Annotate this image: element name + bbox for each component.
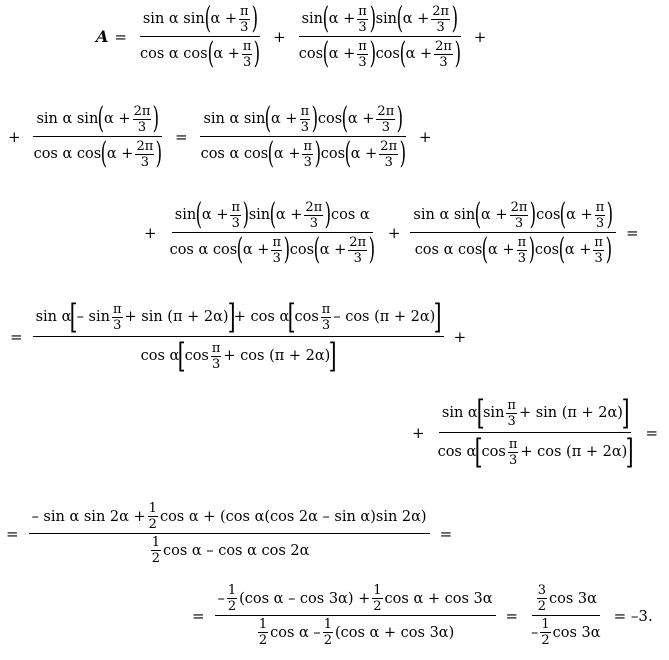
text: α + bbox=[564, 242, 592, 258]
text: cos bbox=[317, 111, 343, 127]
fraction-term-1: sin α sin ( α + $\frac{\pi}{3}$ ) cos α cos ( α + $\frac{\pi}{3}$ ) bbox=[140, 1, 261, 71]
text: cos 3α bbox=[549, 590, 597, 607]
text: sin α sin bbox=[413, 207, 476, 223]
text: π bbox=[300, 103, 310, 119]
text: π bbox=[272, 234, 281, 250]
fraction-term-11 bbox=[528, 584, 603, 647]
text: + cos (π + 2α) bbox=[520, 444, 628, 460]
text: 2π bbox=[432, 3, 450, 19]
text: 3 bbox=[140, 154, 149, 170]
plus-sign: + bbox=[453, 327, 467, 346]
equation-line-2 bbox=[2, 101, 437, 171]
text: cos bbox=[298, 46, 324, 62]
text: 1 bbox=[227, 583, 237, 598]
text: α + bbox=[104, 111, 131, 127]
text: 3 bbox=[508, 452, 518, 468]
fraction-term-3: sin α sin ( α + $\frac{2\pi}{3}$ ) cos α cos ( α + $\frac{2\pi}{3}$ ) bbox=[33, 101, 163, 171]
text: – sin bbox=[76, 309, 110, 325]
text: 3 bbox=[358, 54, 367, 70]
text: – bbox=[531, 624, 539, 641]
equals-sign: = bbox=[175, 127, 188, 146]
text: π bbox=[240, 3, 249, 19]
fraction-term-10 bbox=[215, 584, 496, 647]
text: 1 bbox=[373, 583, 382, 598]
equation-line-4 bbox=[4, 297, 472, 376]
text: cos α cos bbox=[140, 46, 208, 62]
text: π bbox=[358, 3, 367, 19]
text: 2π bbox=[380, 138, 398, 154]
text: cos bbox=[184, 348, 209, 364]
text: + sin (π + 2α) bbox=[124, 309, 229, 325]
text: cos α – cos α cos 2α bbox=[163, 542, 310, 559]
fraction-term-4: sin α sin ( α + $\frac{\pi}{3}$ ) cos ( α + $\frac{2\pi}{3}$ ) cos α cos ( α + $\frac{\pi}{3}$ ) cos ( α + $\frac{2\pi}{3}$ ) bbox=[200, 101, 407, 171]
text: α + bbox=[566, 207, 593, 223]
text: 2π bbox=[133, 103, 151, 119]
text: 3 bbox=[517, 250, 526, 266]
text: α + bbox=[405, 46, 433, 62]
text: π bbox=[112, 301, 122, 317]
text: α + bbox=[350, 146, 378, 162]
fraction-term-7: sin α [ – sin π 3 + sin (π + 2α) ] + cos α [ cos π 3 – cos (π + 2α) ] cos α [ cos π 3 + cos (π + 2α) ] bbox=[33, 300, 444, 373]
text: cos α cos bbox=[200, 146, 269, 162]
text: 1 bbox=[151, 535, 161, 550]
equals-sign: = bbox=[625, 223, 639, 242]
text: α + bbox=[347, 111, 375, 127]
plus-sign: + bbox=[273, 27, 286, 46]
equation-line-7 bbox=[186, 584, 659, 647]
text: 2π bbox=[305, 199, 323, 215]
plus-sign: + bbox=[8, 127, 21, 146]
equation-line-5 bbox=[406, 393, 664, 472]
text: cos bbox=[375, 46, 400, 62]
fraction-term-5: sin ( α + $\frac{\pi}{3}$ ) sin ( α + $\frac{2\pi}{3}$ ) cos α cos α cos ( α + $\frac{\pi}{3}$ ) cos ( α + $\frac{2\pi}{3}$ ) bbox=[169, 197, 376, 267]
text: sin bbox=[482, 405, 505, 421]
text: + sin (π + 2α) bbox=[518, 405, 623, 421]
text: 2 bbox=[148, 517, 157, 532]
plus-sign: + bbox=[144, 223, 157, 242]
text: π bbox=[594, 234, 603, 250]
text: α + bbox=[481, 207, 508, 223]
text: 3 bbox=[384, 154, 393, 170]
text: sin α sin bbox=[203, 111, 266, 127]
text: 3 bbox=[240, 19, 249, 35]
text: π bbox=[508, 436, 518, 452]
text: cos bbox=[536, 207, 561, 223]
text: sin bbox=[174, 207, 197, 223]
text: 3 bbox=[321, 317, 331, 333]
text: 3 bbox=[436, 19, 445, 35]
text: cos α – bbox=[270, 624, 321, 641]
text: cos α + (cos α(cos 2α – sin α)sin 2α) bbox=[159, 508, 427, 525]
plus-sign: + bbox=[418, 127, 432, 146]
text: (cos α + cos 3α) bbox=[334, 624, 455, 641]
text: sin bbox=[375, 11, 397, 27]
text: 2π bbox=[377, 103, 395, 119]
text: cos bbox=[534, 242, 560, 258]
text: α + bbox=[106, 146, 134, 162]
text: π bbox=[211, 340, 221, 356]
text: sin α sin bbox=[142, 11, 205, 27]
text: 3 bbox=[439, 54, 448, 70]
text: 3 bbox=[212, 356, 221, 372]
text: cos α bbox=[140, 348, 180, 364]
text: α + bbox=[242, 242, 270, 258]
equals-sign: = bbox=[645, 423, 659, 442]
equals-sign: = bbox=[6, 524, 19, 543]
text: α + bbox=[488, 242, 515, 258]
text: 2π bbox=[136, 138, 154, 154]
text: π bbox=[321, 301, 331, 317]
text: cos α bbox=[330, 207, 370, 223]
text: 3 bbox=[243, 54, 252, 70]
text: cos bbox=[289, 242, 315, 258]
text: 2 bbox=[151, 551, 161, 566]
text: 1 bbox=[323, 617, 332, 632]
text: 3 bbox=[113, 317, 122, 333]
text: 3 bbox=[595, 215, 605, 231]
text: α + bbox=[328, 46, 356, 62]
text: α + bbox=[213, 46, 240, 62]
text: sin bbox=[301, 11, 324, 27]
text: π bbox=[507, 397, 516, 413]
text: 1 bbox=[148, 501, 157, 516]
plus-sign: + bbox=[412, 423, 425, 442]
text: 3 bbox=[514, 215, 524, 231]
text: – cos (π + 2α) bbox=[333, 309, 436, 325]
equals-sign: = bbox=[505, 606, 519, 625]
equation-line-6 bbox=[0, 502, 458, 565]
text: sin α bbox=[441, 405, 478, 421]
fraction-term-6: sin α sin ( α + $\frac{2\pi}{3}$ ) cos ( α + $\frac{\pi}{3}$ ) cos α cos ( α + $\frac{\pi}{3}$ ) cos ( α + $\frac{\pi}{3}$ ) bbox=[410, 200, 616, 265]
text: α + bbox=[201, 207, 229, 223]
text: – bbox=[217, 590, 225, 607]
text: cos 3α bbox=[552, 624, 601, 641]
text: 2 bbox=[227, 599, 237, 614]
text: α + bbox=[402, 11, 430, 27]
text: 3 bbox=[303, 154, 312, 170]
text: cos bbox=[481, 444, 506, 460]
text: 3 bbox=[358, 19, 367, 35]
text: π bbox=[517, 234, 527, 250]
equals-sign: = bbox=[439, 524, 453, 543]
text: sin α sin bbox=[36, 111, 99, 127]
text: 2 bbox=[258, 633, 268, 648]
text: 3 bbox=[507, 413, 516, 429]
text: cos α bbox=[437, 444, 477, 460]
text: α + bbox=[273, 146, 301, 162]
text: + cos (π + 2α) bbox=[223, 348, 331, 364]
text: π bbox=[358, 38, 367, 54]
text: 3 bbox=[231, 215, 240, 231]
text: (cos α – cos 3α) + bbox=[239, 590, 371, 607]
plus-sign: + bbox=[473, 27, 487, 46]
text: α + bbox=[328, 11, 356, 27]
text: α + bbox=[271, 111, 298, 127]
text: π bbox=[595, 199, 605, 215]
text: cos bbox=[294, 309, 319, 325]
equals-sign: = bbox=[10, 327, 23, 346]
text: cos α cos bbox=[33, 146, 102, 162]
text: cos α cos bbox=[169, 242, 238, 258]
text: π bbox=[231, 199, 240, 215]
text: π bbox=[242, 38, 252, 54]
text: 3 bbox=[309, 215, 318, 231]
text: 2 bbox=[537, 599, 547, 614]
fraction-term-2: sin ( α + $\frac{\pi}{3}$ ) sin ( α + $\frac{2\pi}{3}$ ) cos ( α + $\frac{\pi}{3}$ ) cos ( α + $\frac{2\pi}{3}$ ) bbox=[298, 1, 462, 71]
text: cos α + cos 3α bbox=[384, 590, 493, 607]
text: – sin α sin 2α + bbox=[31, 508, 146, 525]
text: 1 bbox=[258, 617, 268, 632]
text: α + bbox=[275, 207, 303, 223]
equals-sign: = bbox=[192, 606, 205, 625]
text: 2 bbox=[541, 633, 550, 648]
plus-sign: + bbox=[387, 223, 401, 242]
equals-sign: = bbox=[114, 27, 127, 46]
fraction-term-8: sin α [ sin π 3 + sin (π + 2α) ] cos α [ cos π 3 + cos (π + 2α) ] bbox=[437, 393, 634, 472]
text: 2π bbox=[510, 199, 528, 215]
text: 3 bbox=[300, 119, 309, 135]
equation-line-1 bbox=[96, 1, 492, 71]
text: 2π bbox=[435, 38, 452, 54]
text: 2 bbox=[323, 633, 332, 648]
text: 3 bbox=[537, 583, 547, 598]
text: α + bbox=[210, 11, 237, 27]
text: π bbox=[303, 138, 312, 154]
variable-A: A bbox=[96, 27, 109, 46]
text: cos bbox=[320, 146, 346, 162]
text: 2 bbox=[373, 599, 382, 614]
text: sin bbox=[248, 207, 271, 223]
fraction-term-9 bbox=[29, 502, 430, 565]
text: + cos α bbox=[233, 309, 290, 325]
text: 3 bbox=[353, 250, 362, 266]
text: sin α bbox=[35, 309, 72, 325]
text: 1 bbox=[541, 617, 550, 632]
text: 3 bbox=[137, 119, 147, 135]
text: 3 bbox=[594, 250, 603, 266]
text: 2π bbox=[349, 234, 367, 250]
text: 3 bbox=[381, 119, 390, 135]
text: α + bbox=[319, 242, 347, 258]
final-result: = –3. bbox=[613, 606, 653, 625]
text: 3 bbox=[272, 250, 281, 266]
equation-line-3 bbox=[138, 197, 645, 267]
text: cos α cos bbox=[414, 242, 483, 258]
